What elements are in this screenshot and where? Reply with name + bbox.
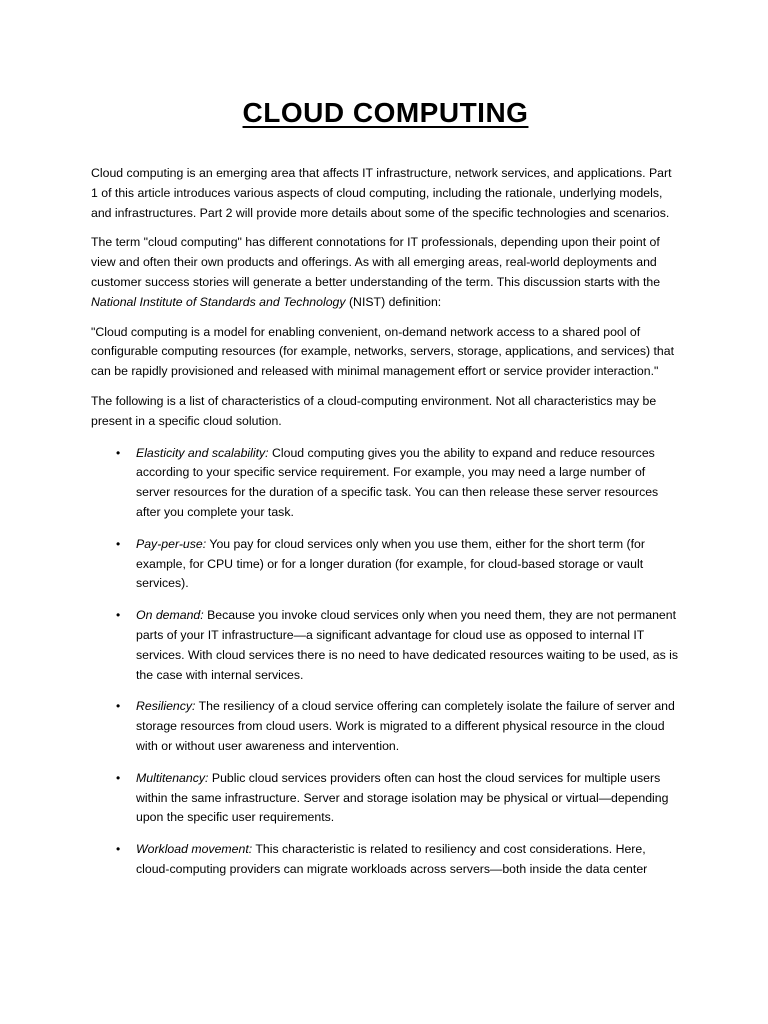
characteristic-term: Workload movement:	[136, 842, 253, 857]
characteristic-term: Elasticity and scalability:	[136, 445, 269, 460]
list-item	[91, 444, 680, 523]
list-item	[91, 606, 680, 685]
characteristic-term: On demand:	[136, 608, 204, 623]
page-title: CLOUD COMPUTING	[242, 97, 529, 128]
nist-name: National Institute of Standards and Technology	[91, 294, 346, 309]
bullet-icon: •	[116, 608, 121, 623]
list-item	[91, 535, 680, 594]
characteristic-text: Public cloud services providers often can host the cloud services for multiple users within the same infrastructure. Server and storage isolation may be physical or virtual—depending upon the specific user requirements.	[136, 770, 669, 825]
characteristic-term: Multitenancy:	[136, 770, 209, 785]
bullet-icon: •	[116, 842, 121, 857]
term-paragraph	[91, 233, 680, 312]
term-text-before: The term "cloud computing" has different connotations for IT professionals, depending upon their point of view and often their own products and offerings. As with all emerging areas, real-world deployments and customer success stories will generate a better understanding of the term. This discussion starts with the	[91, 235, 661, 289]
list-item	[91, 769, 680, 828]
characteristic-term: Resiliency:	[136, 699, 196, 714]
characteristics-list	[91, 444, 680, 880]
definition-quote: "Cloud computing is a model for enabling convenient, on-demand network access to a shared pool of configurable computing resources (for example, networks, servers, storage, applications, and services) that can be rapidly provisioned and released with minimal management effort or service provider interaction."	[91, 324, 675, 379]
bullet-icon: •	[116, 445, 121, 460]
characteristic-text: Because you invoke cloud services only when you need them, they are not permanent parts of your IT infrastructure—a significant advantage for cloud use as opposed to internal IT services. With cloud services there is no need to have dedicated resources waiting to be used, as is the case with internal services.	[136, 608, 679, 682]
list-intro-paragraph: The following is a list of characteristics of a cloud-computing environment. Not all characteristics may be present in a specific cloud solution.	[91, 393, 657, 428]
bullet-icon: •	[116, 770, 121, 785]
characteristic-text: The resiliency of a cloud service offering can completely isolate the failure of server and storage resources from cloud users. Work is migrated to a different physical resource in the cloud with or without user awareness and intervention.	[136, 699, 675, 753]
list-item	[91, 840, 680, 880]
bullet-icon: •	[116, 699, 121, 714]
intro-paragraph: Cloud computing is an emerging area that affects IT infrastructure, network services, and applications. Part 1 of this article introduces various aspects of cloud computing, including the rationale, underlying models, and infrastructures. Part 2 will provide more details about some of the specific technologies and scenarios.	[91, 166, 672, 220]
bullet-icon: •	[116, 536, 121, 551]
characteristic-term: Pay-per-use:	[136, 536, 207, 551]
characteristic-text: You pay for cloud services only when you use them, either for the short term (for example, for CPU time) or for a longer duration (for example, for cloud-based storage or vault services).	[136, 536, 645, 591]
characteristic-text: Cloud computing gives you the ability to expand and reduce resources according to your specific service requirement. For example, you may need a large number of server resources for the duration of a specific task. You can then release these server resources after you complete your task.	[136, 445, 659, 519]
term-text-after: (NIST) definition:	[345, 294, 442, 309]
list-item	[91, 697, 680, 756]
characteristic-text: This characteristic is related to resiliency and cost considerations. Here, cloud-computing providers can migrate workloads across servers—both inside the data center	[136, 842, 648, 876]
